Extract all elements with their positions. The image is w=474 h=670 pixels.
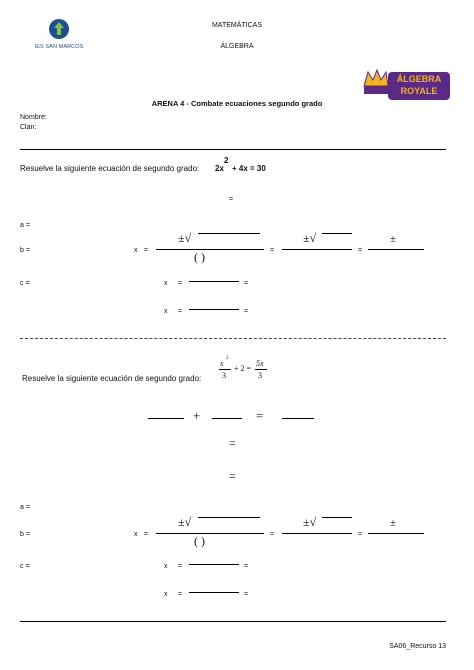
exercise2-frac-bar-1 (219, 369, 231, 370)
exercise2-equals-1: = (256, 408, 264, 423)
exercise2-pm-root-2: ±√ (303, 515, 317, 529)
exercise2-equals-b2: = (270, 531, 275, 538)
name-label: Nombre: (20, 114, 47, 121)
tree-logo-icon (48, 18, 70, 40)
algebra-royale-logo (362, 66, 452, 106)
exercise1-x2-equals: = (178, 308, 183, 315)
exercise1-x2-label: x (164, 308, 168, 315)
exercise1-x1-fraction-bar (189, 281, 239, 282)
exercise2-plus: + (193, 408, 201, 423)
topic-heading: ÁLGEBRA (220, 43, 254, 50)
exercise2-fraction-bar-2 (282, 533, 352, 534)
exercise2-root-bar-2 (322, 517, 352, 518)
exercise1-pm-root-2: ±√ (303, 231, 317, 245)
exercise1-x-label: x (134, 247, 138, 254)
exercise1-a-label: a = (20, 222, 30, 229)
exercise1-equals-2: = (270, 247, 275, 254)
exercise1-denominator-paren: ( ) (194, 250, 205, 264)
exercise1-x1-label: x (164, 280, 168, 287)
exercise1-equals-row: = (229, 196, 234, 203)
exercise1-x2-result-equals: = (244, 308, 249, 315)
school-name: IES SAN MARCOS (34, 44, 84, 50)
exercise-divider (20, 338, 446, 339)
exercise2-x1-equals: = (178, 563, 183, 570)
exercise2-exp: 2 (226, 356, 229, 361)
exercise1-x2-fraction-bar (189, 309, 239, 310)
exercise2-x1-fraction-bar (189, 564, 239, 565)
exercise2-fraction-bar-3 (368, 533, 424, 534)
exercise1-fraction-bar-1 (156, 249, 264, 250)
exercise2-den-2: 3 (258, 371, 262, 380)
exercise2-root-bar-1 (198, 517, 260, 518)
exercise2-frac-bar-2 (255, 369, 267, 370)
exercise2-equals-3: = (229, 469, 236, 483)
school-logo (34, 18, 84, 50)
exercise2-x2-fraction-bar (189, 592, 239, 593)
exercise1-x-equals: = (144, 247, 149, 254)
exercise2-x-equals: = (144, 531, 149, 538)
exercise1-pm: ± (390, 233, 397, 245)
header-divider (20, 149, 446, 150)
exercise1-prompt: Resuelve la siguiente ecuación de segundo grado: (20, 164, 200, 173)
exercise2-blank-1 (148, 418, 184, 419)
exercise1-equation-rest: + 4x = 30 (232, 164, 266, 173)
exercise2-denominator-paren: ( ) (194, 534, 205, 548)
exercise1-exponent: 2 (224, 156, 229, 165)
exercise1-root-bar-1 (198, 233, 260, 234)
class-label: Clan: (20, 124, 37, 131)
exercise2-b-label: b = (20, 531, 30, 538)
exercise2-pm-root-1: ±√ (178, 515, 192, 529)
exercise2-x2-label: x (164, 591, 168, 598)
footer-divider (20, 621, 446, 622)
exercise1-equals-3: = (358, 247, 363, 254)
exercise2-equals-b3: = (358, 531, 363, 538)
exercise2-x2-equals: = (178, 591, 183, 598)
exercise1-c-label: c = (20, 280, 30, 287)
exercise2-x1-result-equals: = (244, 563, 249, 570)
exercise1-pm-root-1: ±√ (178, 231, 192, 245)
exercise2-x1-label: x (164, 563, 168, 570)
exercise2-x: x (220, 359, 224, 368)
exercise1-equation-base: 2x (215, 164, 224, 173)
exercise2-prompt: Resuelve la siguiente ecuación de segundo grado: (22, 374, 202, 383)
exercise2-fraction-bar-1 (156, 533, 264, 534)
exercise1-fraction-bar-3 (368, 249, 424, 250)
resource-code: SA06_Recurso 13 (389, 643, 446, 650)
exercise2-num-2: 5x (256, 359, 264, 368)
exercise2-a-label: a = (20, 504, 30, 511)
exercise2-blank-2 (212, 418, 242, 419)
exercise2-pm: ± (390, 517, 397, 529)
exercise2-equals-2: = (229, 436, 236, 450)
brand-line-2: ROYALE (400, 86, 438, 96)
subject-heading: MATEMÁTICAS (211, 22, 263, 29)
exercise1-x1-equals: = (178, 280, 183, 287)
exercise1-x1-result-equals: = (244, 280, 249, 287)
exercise1-root-bar-2 (322, 233, 352, 234)
exercise2-c-label: c = (20, 563, 30, 570)
exercise1-b-label: b = (20, 247, 30, 254)
exercise2-plus-two: + 2 = (234, 364, 252, 373)
brand-line-1: ÁLGEBRA (396, 74, 442, 84)
exercise2-den-1: 3 (222, 371, 226, 380)
exercise2-x2-result-equals: = (244, 591, 249, 598)
exercise2-blank-3 (282, 418, 314, 419)
worksheet-title: ARENA 4 - Combate ecuaciones segundo grado (151, 99, 323, 108)
exercise2-x-label: x (134, 531, 138, 538)
exercise1-fraction-bar-2 (282, 249, 352, 250)
